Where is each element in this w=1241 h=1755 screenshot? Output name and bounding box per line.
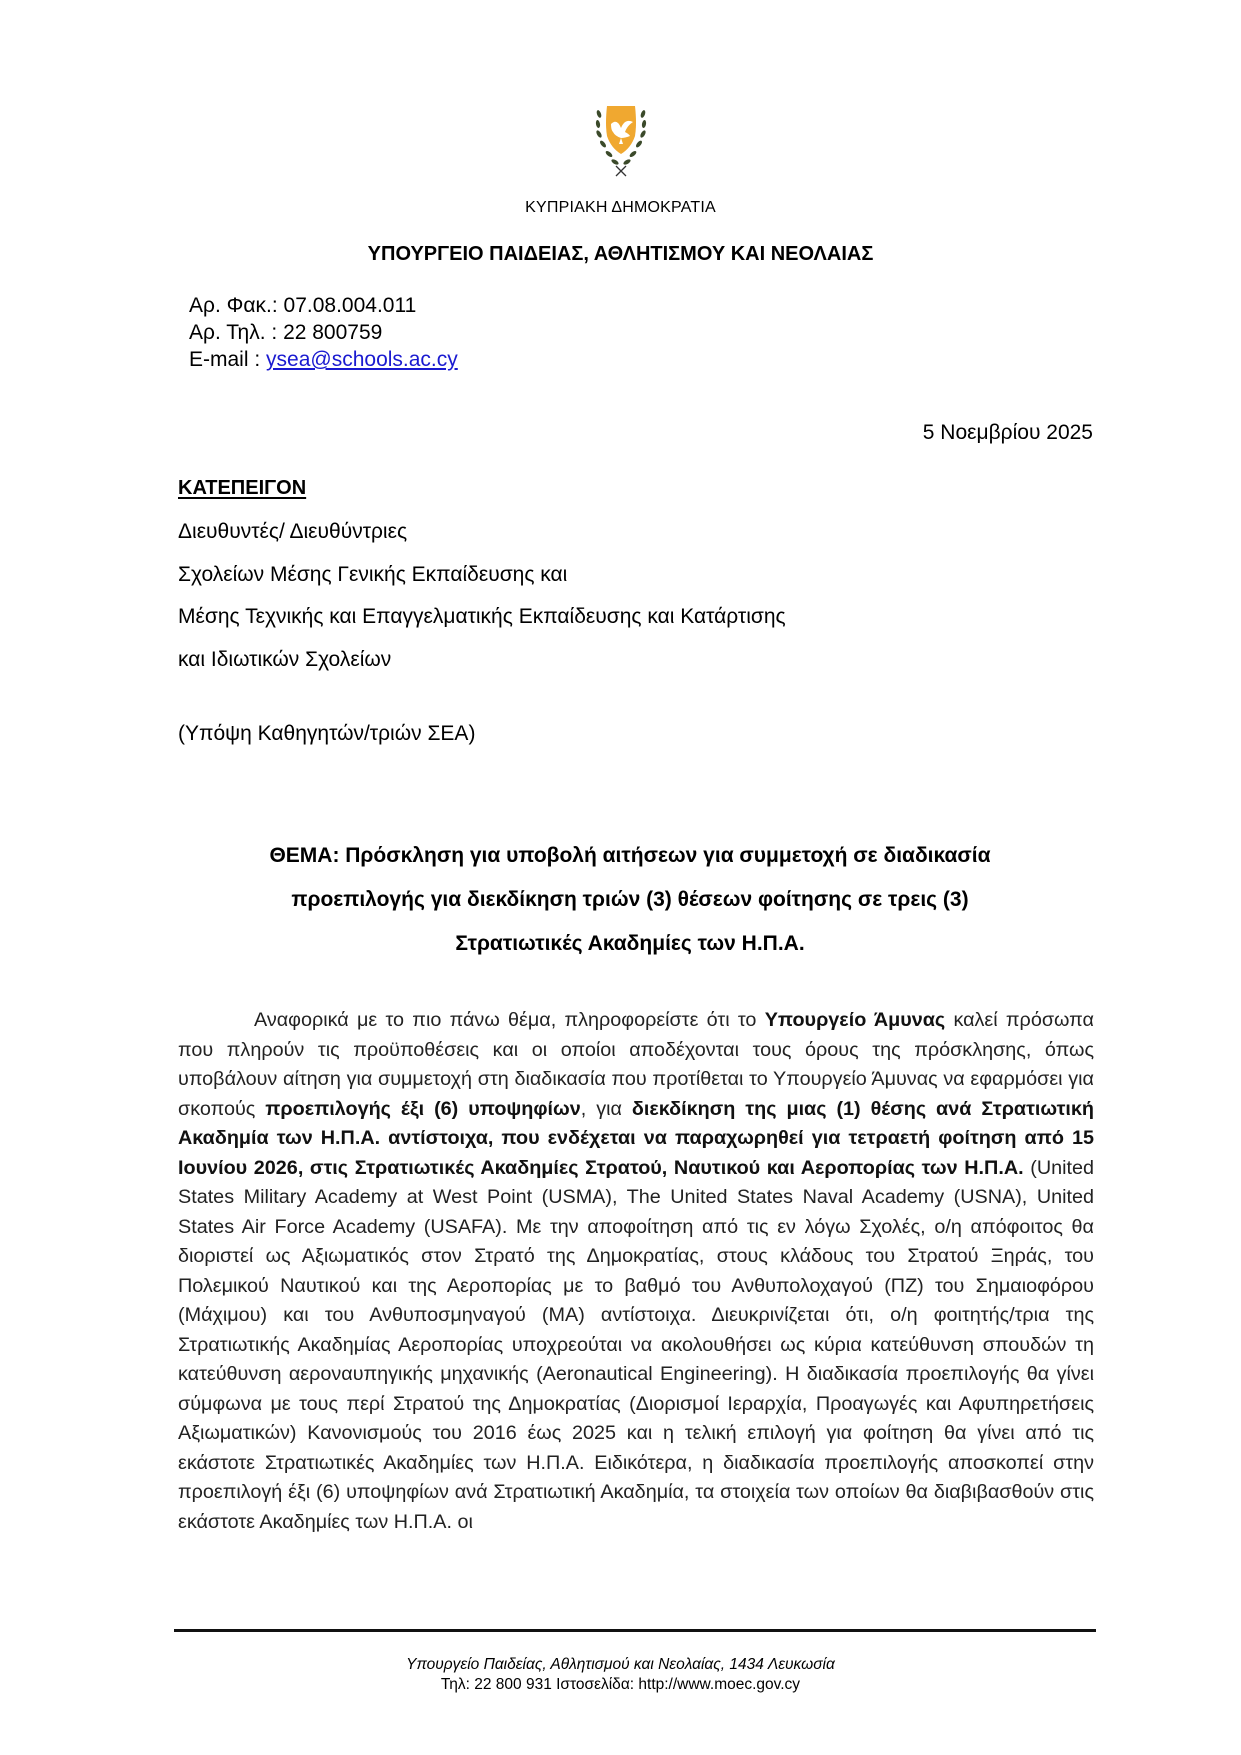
subject-line: Στρατιωτικές Ακαδημίες των Η.Π.Α. <box>455 932 805 955</box>
reference-block <box>189 292 458 373</box>
recipient-line: Μέσης Τεχνικής και Επαγγελματικής Εκπαίδευσης και Κατάρτισης <box>178 605 786 628</box>
recipients-block <box>178 511 786 681</box>
body-paragraph: Αναφορικά με το πιο πάνω θέμα, πληροφορείστε ότι το Υπουργείο Άμυνας καλεί πρόσωπα που πληρούν τις προϋποθέσεις και οι οποίοι αποδέχονται τους όρους της πρόσκλησης, όπως υποβάλουν αίτηση για συμμετοχή στη διαδικασία που προτίθεται το Υπουργείο Άμυνας να εφαρμόσει για σκοπούς προεπιλογής έξι (6) υποψηφίων, για διεκδίκηση της μιας (1) θέσης ανά Στρατιωτική Ακαδημία των Η.Π.Α. αντίστοιχα, που ενδέχεται να παραχωρηθεί για τετραετή φοίτηση από 15 Ιουνίου 2026, στις Στρατιωτικές Ακαδημίες Στρατού, Ναυτικού και Αεροπορίας των Η.Π.Α. (United States Military Academy at West Point (USMA), The United States Naval Academy (USNA), United States Air Force Academy (USAFA). Με την αποφοίτηση από τις εν λόγω Σχολές, ο/η απόφοιτος θα διοριστεί ως Αξιωματικός στον Στρατό της Δημοκρατίας, στους κλάδους του Στρατού Ξηράς, του Πολεμικού Ναυτικού και της Αεροπορίας με το βαθμό του Ανθυπολοχαγού (ΠΖ) του Σημαιοφόρου (Μάχιμου) και του Ανθυποσμηναγού (ΜΑ) αντίστοιχα. Διευκρινίζεται ότι, ο/η φοιτητής/τρια της Στρατιωτικής Ακαδημίας Αεροπορίας υποχρεούται να ακολουθήσει ως κύρια κατεύθυνση σπουδών τη κατεύθυνση αεροναυπηγικής μηχανικής (Aeronautical Engineering). Η διαδικασία προεπιλογής θα γίνει σύμφωνα με τους περί Στρατού της Δημοκρατίας (Διορισμοί Ιεραρχία, Προαγωγές και Αφυπηρετήσεις Αξιωματικών) Κανονισμούς του 2016 έως 2025 και η τελική επιλογή για φοίτηση θα γίνει από τις εκάστοτε Στρατιωτικές Ακαδημίες των Η.Π.Α. Ειδικότερα, η διαδικασία προεπιλογής αποσκοπεί στην προεπιλογή έξι (6) υποψηφίων ανά Στρατιωτική Ακαδημία, τα στοιχεία των οποίων θα διαβιβασθούν στις εκάστοτε Ακαδημίες των Η.Π.Α. οι <box>178 1009 1095 1533</box>
letter-date: 5 Νοεμβρίου 2025 <box>922 421 1093 444</box>
ministry-of-defence: Υπουργείο Άμυνας <box>764 1009 946 1031</box>
attention-note: (Υπόψη Καθηγητών/τριών ΣΕΑ) <box>178 722 476 745</box>
subject-line: ΘΕΜΑ: Πρόσκληση για υποβολή αιτήσεων για συμμετοχή σε διαδικασία <box>269 844 991 867</box>
ministry-name: ΥΠΟΥΡΓΕΙΟ ΠΑΙΔΕΙΑΣ, ΑΘΛΗΤΙΣΜΟΥ ΚΑΙ ΝΕΟΛΑΙΑΣ <box>367 243 874 265</box>
footer-contact: Τηλ: 22 800 931 Ιστοσελίδα: http://www.moec.gov.cy <box>440 1676 801 1693</box>
cyprus-coat-of-arms-icon <box>589 104 653 182</box>
phone-number: Αρ. Τηλ. : 22 800759 <box>189 321 383 344</box>
recipient-line: Σχολείων Μέσης Γενικής Εκπαίδευσης και <box>178 562 568 586</box>
file-number: Αρ. Φακ.: 07.08.004.011 <box>189 294 417 317</box>
email-link[interactable]: ysea@schools.ac.cy <box>266 348 458 371</box>
urgent-label: ΚΑΤΕΠΕΙΓΟΝ <box>178 477 307 499</box>
footer-address: Υπουργείο Παιδείας, Αθλητισμού και Νεολαίας, 1434 Λευκωσία <box>406 1656 835 1673</box>
email-line: E-mail : ysea@schools.ac.cy <box>189 348 458 371</box>
republic-name: ΚΥΠΡΙΑΚΗ ΔΗΜΟΚΡΑΤΙΑ <box>525 199 716 216</box>
footer-divider <box>174 1629 1096 1632</box>
recipient-line: Διευθυντές/ Διευθύντριες <box>178 520 408 543</box>
subject-heading <box>170 834 1090 966</box>
subject-line: προεπιλογής για διεκδίκηση τριών (3) θέσεων φοίτησης σε τρεις (3) <box>291 888 969 911</box>
recipient-line: και Ιδιωτικών Σχολείων <box>178 647 392 671</box>
